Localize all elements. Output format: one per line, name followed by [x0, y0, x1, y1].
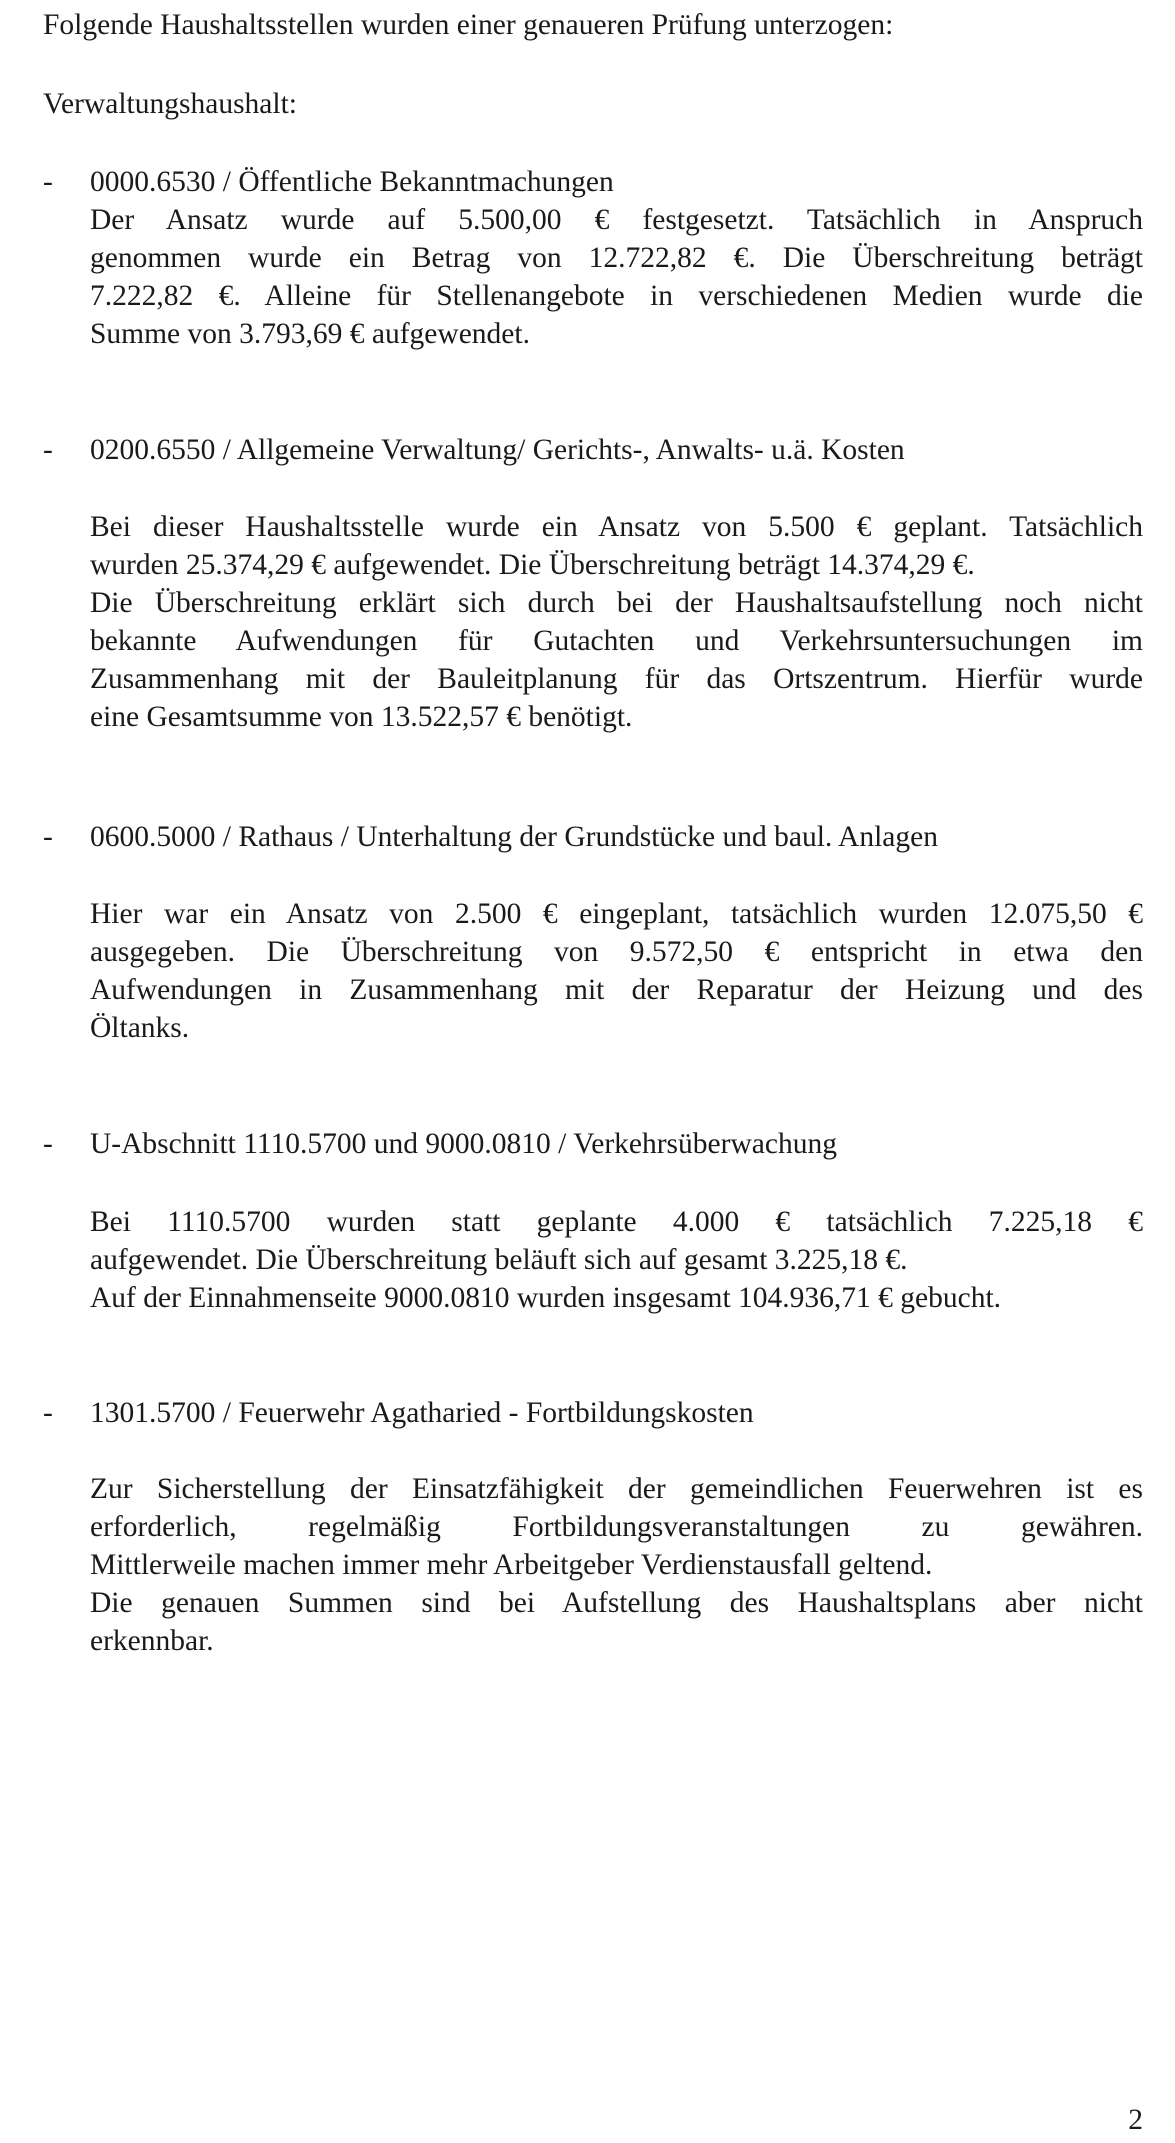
list-bullet: -: [43, 166, 53, 198]
body-line: aufgewendet. Die Überschreitung beläuft sich auf gesamt 3.225,18 €.: [90, 1244, 908, 1276]
list-bullet: -: [43, 821, 53, 853]
entry-body: [90, 895, 1143, 1047]
entry-body: [90, 201, 1143, 353]
entry-title: 0600.5000 / Rathaus / Unterhaltung der Grundstücke und baul. Anlagen: [90, 821, 938, 853]
entry-body: [90, 1203, 1143, 1317]
body-line: Der Ansatz wurde auf 5.500,00 € festgesetzt. Tatsächlich in Anspruch: [90, 204, 1143, 236]
entry-title: U-Abschnitt 1110.5700 und 9000.0810 / Verkehrsüberwachung: [90, 1128, 837, 1160]
body-line: ausgegeben. Die Überschreitung von 9.572,50 € entspricht in etwa den: [90, 936, 1143, 968]
body-line: Zur Sicherstellung der Einsatzfähigkeit der gemeindlichen Feuerwehren ist es: [90, 1473, 1143, 1505]
entry-body: [90, 508, 1143, 736]
body-line: Mittlerweile machen immer mehr Arbeitgeber Verdienstausfall geltend.: [90, 1549, 933, 1581]
page-number: 2: [1128, 2104, 1143, 2136]
body-line: 7.222,82 €. Alleine für Stellenangebote in verschiedenen Medien wurde die: [90, 280, 1143, 312]
body-line: genommen wurde ein Betrag von 12.722,82 €. Die Überschreitung beträgt: [90, 242, 1143, 274]
intro-text: Folgende Haushaltsstellen wurden einer genaueren Prüfung unterzogen:: [43, 9, 894, 41]
list-bullet: -: [43, 434, 53, 466]
entry-title: 0200.6550 / Allgemeine Verwaltung/ Gerichts-, Anwalts- u.ä. Kosten: [90, 434, 905, 466]
body-line: Die genauen Summen sind bei Aufstellung des Haushaltsplans aber nicht: [90, 1587, 1143, 1619]
body-line: eine Gesamtsumme von 13.522,57 € benötigt.: [90, 701, 633, 733]
body-line: Öltanks.: [90, 1012, 190, 1044]
list-bullet: -: [43, 1128, 53, 1160]
body-line: Bei dieser Haushaltsstelle wurde ein Ansatz von 5.500 € geplant. Tatsächlich: [90, 511, 1143, 543]
body-line: wurden 25.374,29 € aufgewendet. Die Überschreitung beträgt 14.374,29 €.: [90, 549, 975, 581]
body-line: Hier war ein Ansatz von 2.500 € eingeplant, tatsächlich wurden 12.075,50 €: [90, 898, 1143, 930]
entry-title: 0000.6530 / Öffentliche Bekanntmachungen: [90, 166, 614, 198]
section-heading: Verwaltungshaushalt:: [43, 88, 297, 120]
body-line: Auf der Einnahmenseite 9000.0810 wurden insgesamt 104.936,71 € gebucht.: [90, 1282, 1002, 1314]
body-line: erforderlich, regelmäßig Fortbildungsveranstaltungen zu gewähren.: [90, 1511, 1143, 1543]
entry-body: [90, 1470, 1143, 1660]
body-line: Zusammenhang mit der Bauleitplanung für das Ortszentrum. Hierfür wurde: [90, 663, 1143, 695]
body-line: Die Überschreitung erklärt sich durch bei der Haushaltsaufstellung noch nicht: [90, 587, 1143, 619]
body-line: Bei 1110.5700 wurden statt geplante 4.000 € tatsächlich 7.225,18 €: [90, 1206, 1143, 1238]
body-line: Summe von 3.793,69 € aufgewendet.: [90, 318, 530, 350]
body-line: erkennbar.: [90, 1625, 214, 1657]
list-bullet: -: [43, 1397, 53, 1429]
entry-title: 1301.5700 / Feuerwehr Agatharied - Fortbildungskosten: [90, 1397, 754, 1429]
body-line: bekannte Aufwendungen für Gutachten und Verkehrsuntersuchungen im: [90, 625, 1143, 657]
body-line: Aufwendungen in Zusammenhang mit der Reparatur der Heizung und des: [90, 974, 1143, 1006]
